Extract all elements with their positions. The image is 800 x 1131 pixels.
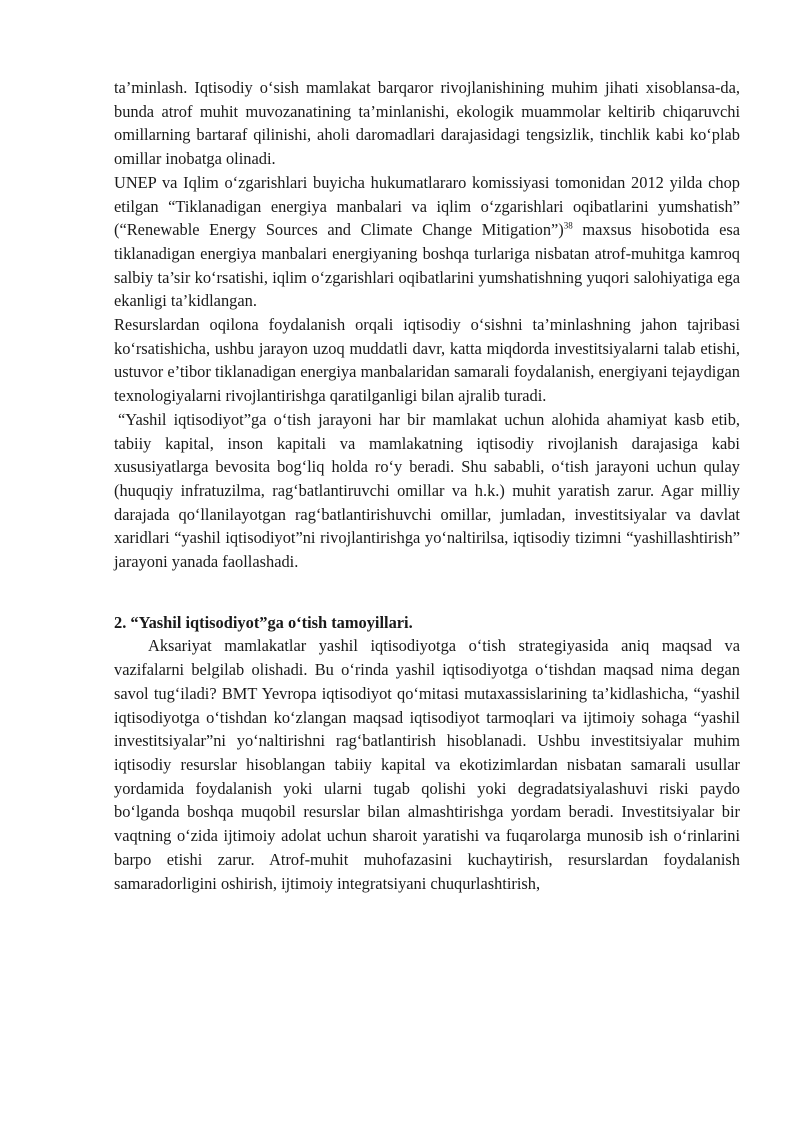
footnote-marker[interactable]: 38: [563, 220, 573, 231]
paragraph-unep-report-text-continued: maxsus hisobotida esa tiklanadigan energiya manbalari energiyaning boshqa turlariga nisbatan atrof-muhitga kamroq salbiy ta’sir ko‘rsatishi, iqlim o‘zgarishlari oqibatlarini yumshatishning yuqori salohiyatiga ega ekanligi ta’kidlangan.: [114, 220, 740, 311]
paragraph-unep-report-text: UNEP va Iqlim o‘zgarishlari buyicha hukumatlararo komissiyasi tomonidan 2012 yilda chop etilgan “Tiklanadigan energiya manbalari va iqlim o‘zgarishlari oqibatlarini yumshatish” (“Renewable Energy Sources and Climate Change Mitigation”): [114, 172, 740, 240]
paragraph-resources: Resurslardan oqilona foydalanish orqali iqtisodiy o‘sishni ta’minlashning jahon tajribasi ko‘rsatishicha, ushbu jarayon uzoq muddatli davr, katta miqdorda investitsiyalarni talab etishi, ustuvor e’tibor tiklanadigan energiya manbalaridan samarali foydalanish, energiyani tejaydigan texnologiyalarni rivojlantirishga qaratilganligi bilan ajralib turadi.: [114, 315, 740, 406]
section-heading: 2. “Yashil iqtisodiyot”ga o‘tish tamoyillari.: [114, 612, 413, 632]
paragraph-section-body: Aksariyat mamlakatlar yashil iqtisodiyotga o‘tish strategiyasida aniq maqsad va vazifalarni belgilab olishadi. Bu o‘rinda yashil iqtisodiyotga o‘tishdan maqsad nima degan savol tug‘iladi? BMT Yevropa iqtisodiyot qo‘mitasi mutaxassislarining ta’kidlashicha, “yashil iqtisodiyotga o‘tishdan ko‘zlangan maqsad iqtisodiyot tarmoqlari va ijtimoiy sohaga “yashil investitsiyalar”ni yo‘naltirishni rag‘batlantirish hisoblanadi. Ushbu investitsiyalar muhim iqtisodiy resurslar hisoblangan tabiiy kapital va ekotizimlardan nisbatan samarali usullar yordamida foydalanish yoki ularni tugab qolishi yoki degradatsiyalashuvi riski paydo bo‘lganda boshqa muqobil resurslar bilan almashtirishga yordam beradi. Investitsiyalar bir vaqtning o‘zida ijtimoiy adolat uchun sharoit yaratishi va fuqarolarga munosib ish o‘rinlarini barpo etishi zarur. Atrof-muhit muhofazasini kuchaytirish, resurslardan foydalanish samaradorligini oshirish, ijtimoiy integratsiyani chuqurlashtirish,: [114, 636, 740, 893]
paragraph-unep-report: [114, 171, 740, 313]
paragraph-intro: ta’minlash. Iqtisodiy o‘sish mamlakat barqaror rivojlanishining muhim jihati xisoblansa-da, bunda atrof muhit muvozanatining ta’minlanishi, ekologik muammolar keltirib chiqaruvchi omillarning bartaraf qilinishi, aholi daromadlari darajasidagi tengsizlik, tinchlik kabi ko‘plab omillar inobatga olinadi.: [114, 78, 740, 169]
paragraph-green-economy: “Yashil iqtisodiyot”ga o‘tish jarayoni har bir mamlakat uchun alohida ahamiyat kasb etib, tabiiy kapital, inson kapitali va mamlakatning iqtisodiy rivojlanish darajasiga kabi xususiyatlarga bevosita bog‘liq holda ro‘y beradi. Shu sababli, o‘tish jarayoni uchun qulay (huquqiy infratuzilma, rag‘batlantiruvchi omillar va h.k.) muhit yaratish zarur. Agar milliy darajada qo‘llanilayotgan rag‘batlantirishuvchi omillar, jumladan, investitsiyalar va davlat xaridlari “yashil iqtisodiyot”ni rivojlantirishga yo‘naltirilsa, iqtisodiy tizimni “yashillashtirish” jarayoni yanada faollashadi.: [114, 409, 740, 572]
